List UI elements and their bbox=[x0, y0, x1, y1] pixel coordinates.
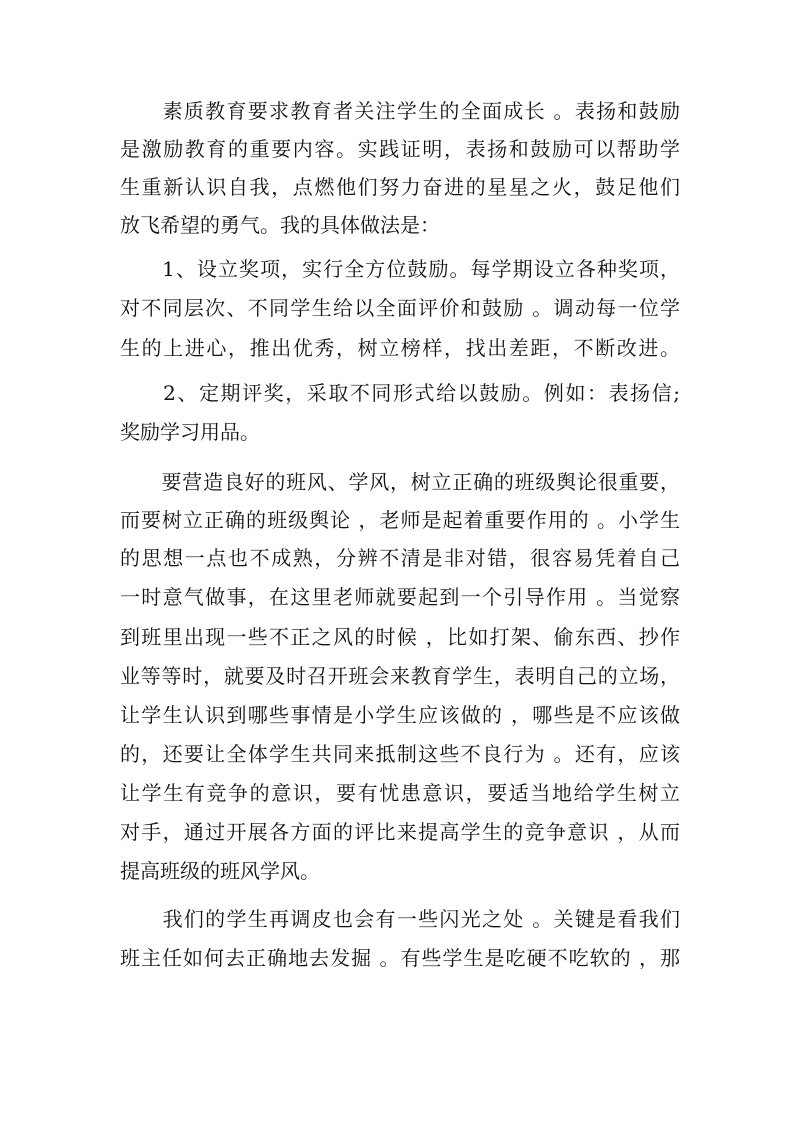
text-line: 让学生认识到哪些事情是小学生应该做的 ，哪些是不应该做 bbox=[120, 703, 680, 727]
text-line: 2、定期评奖，采取不同形式给以鼓励。例如：表扬信; bbox=[120, 381, 680, 405]
text-line: 放飞希望的勇气。我的具体做法是： bbox=[120, 213, 440, 237]
text-line: 对不同层次、不同学生给以全面评价和鼓励 。调动每一位学 bbox=[120, 296, 680, 320]
text-line: 而要树立正确的班级舆论 ，老师是起着重要作用的 。小学生 bbox=[120, 508, 680, 532]
text-line: 要营造良好的班风、学风，树立正确的班级舆论很重要， bbox=[120, 470, 680, 494]
text-line: 生的上进心，推出优秀，树立榜样，找出差距，不断改进。 bbox=[120, 336, 680, 360]
text-line: 到班里出现一些不正之风的时候 ，比如打架、偷东西、抄作 bbox=[120, 625, 680, 649]
text-line: 生重新认识自我，点燃他们努力奋进的星星之火，鼓足他们 bbox=[120, 175, 680, 199]
text-line: 素质教育要求教育者关注学生的全面成长 。表扬和鼓励 bbox=[120, 99, 680, 123]
text-line: 班主任如何去正确地去发掘 。有些学生是吃硬不吃软的 ，那 bbox=[120, 946, 680, 970]
text-line: 一时意气做事，在这里老师就要起到一个引导作用 。当觉察 bbox=[120, 585, 680, 609]
text-line: 对手，通过开展各方面的评比来提高学生的竞争意识 ，从而 bbox=[120, 820, 680, 844]
text-line: 的，还要让全体学生共同来抵制这些不良行为 。还有，应该 bbox=[120, 742, 680, 766]
text-line: 提高班级的班风学风。 bbox=[120, 859, 320, 883]
text-line: 让学生有竞争的意识，要有忧患意识，要适当地给学生树立 bbox=[120, 781, 680, 805]
text-line: 我们的学生再调皮也会有一些闪光之处 。关键是看我们 bbox=[120, 907, 680, 931]
text-line: 业等等时，就要及时召开班会来教育学生，表明自己的立场， bbox=[120, 664, 680, 688]
text-line: 奖励学习用品。 bbox=[120, 420, 260, 444]
text-line: 是激励教育的重要内容。实践证明，表扬和鼓励可以帮助学 bbox=[120, 137, 680, 161]
text-line: 的思想一点也不成熟，分辨不清是非对错，很容易凭着自己 bbox=[120, 546, 680, 570]
text-line: 1、设立奖项，实行全方位鼓励。每学期设立各种奖项， bbox=[120, 257, 680, 281]
